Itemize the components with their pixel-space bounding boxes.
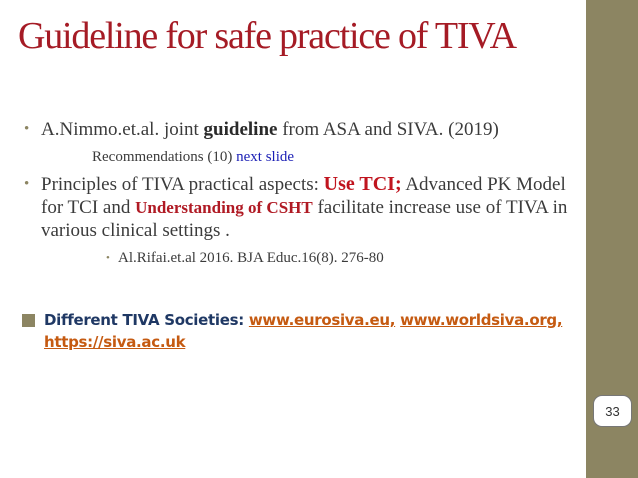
reference-text: Al.Rifai.et.al 2016. BJA Educ.16(8). 276-80 <box>118 250 384 266</box>
sub-recommendations <box>20 147 580 167</box>
siva-uk-link[interactable]: https://siva.ac.uk <box>44 333 186 351</box>
csht-highlight: Understanding of CSHT <box>135 198 313 217</box>
societies-list <box>44 309 574 353</box>
recommendations-text: Recommendations (10) <box>92 149 237 165</box>
square-bullet-icon <box>22 314 35 327</box>
bullet-principles-suffix: facilitate increase use of TIVA in various clinical settings . <box>41 197 568 241</box>
bullet-dot-icon: • <box>24 121 30 137</box>
bullet-principles-prefix: Principles of TIVA practical aspects: <box>41 174 324 195</box>
slide-body <box>20 118 580 268</box>
worldsiva-link[interactable]: www.worldsiva.org, <box>400 311 563 329</box>
bullet-guideline-bold: guideline <box>203 119 278 140</box>
bullet-guideline <box>20 118 580 141</box>
sub-bullet-dot-icon: • <box>106 252 110 264</box>
sub-reference <box>20 248 580 268</box>
bullet-guideline-prefix: A.Nimmo.et.al. joint <box>41 119 204 140</box>
bullet-principles-mid: Advanced PK Model for TCI and <box>41 174 566 218</box>
bullet-dot-icon: • <box>24 176 30 192</box>
bullet-guideline-suffix: from ASA and SIVA. (2019) <box>277 119 499 140</box>
use-tci-highlight: Use TCI; <box>323 173 402 195</box>
next-slide-link[interactable]: next slide <box>236 149 295 165</box>
bullet-principles <box>20 173 580 242</box>
societies-label: Different TIVA Societies: <box>44 311 244 329</box>
eurosiva-link[interactable]: www.eurosiva.eu, <box>248 311 396 329</box>
slide-title: Guideline for safe practice of TIVA <box>18 15 516 57</box>
page-number-badge: 33 <box>593 395 632 427</box>
